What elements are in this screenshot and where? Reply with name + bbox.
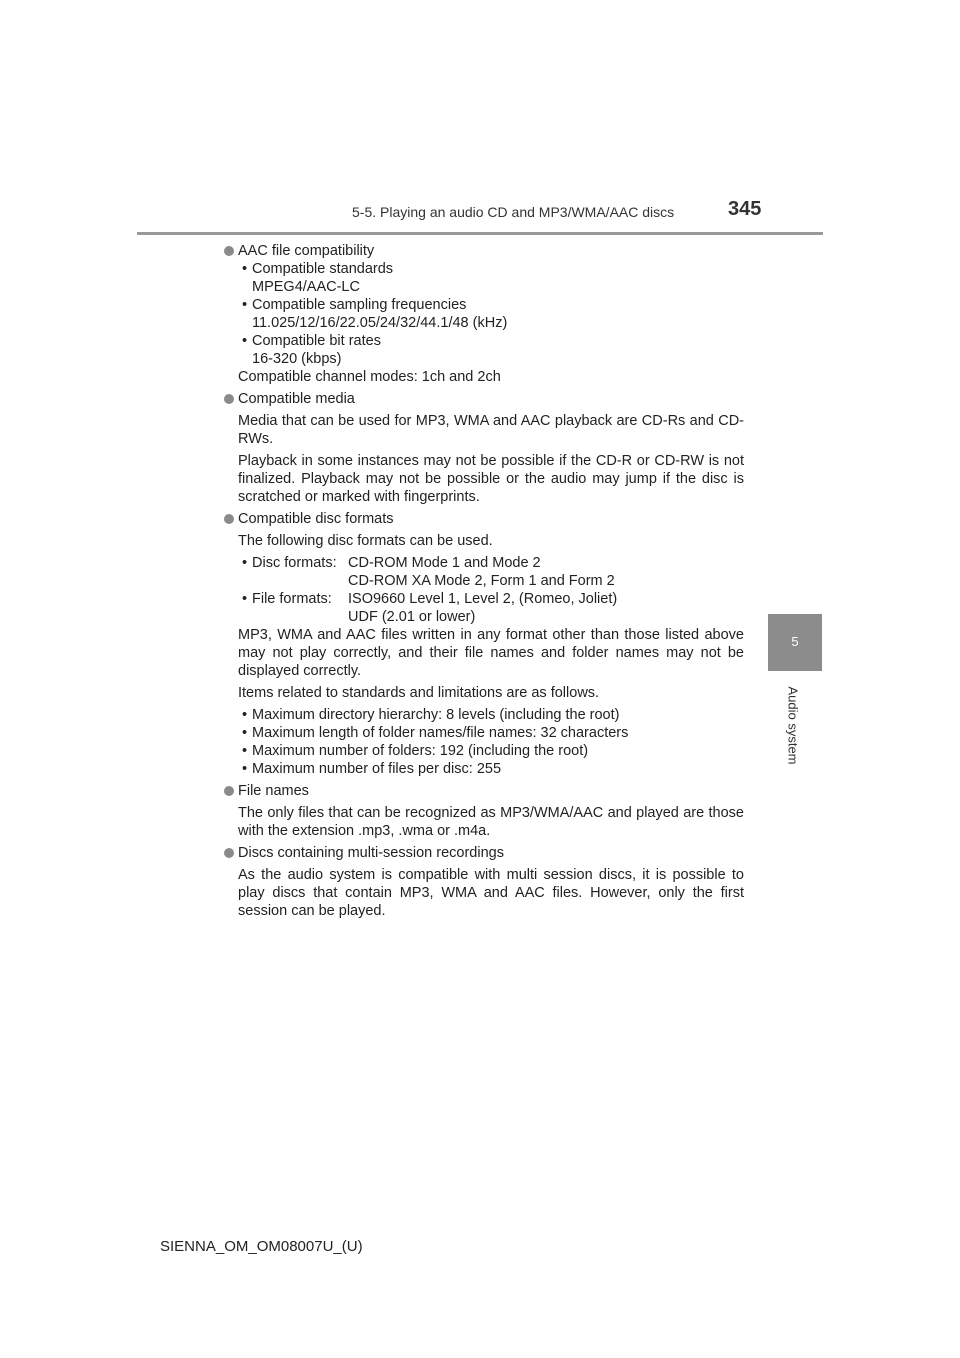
list-item: • Compatible sampling frequencies xyxy=(238,296,744,314)
paragraph: Playback in some instances may not be possible if the CD-R or CD-RW is not finalized. Playback may not be possible or the audio may jump if the disc is scratched or marked with fingerprints. xyxy=(238,453,744,505)
list-item-label: • File formats: xyxy=(252,591,332,607)
section-media xyxy=(222,390,744,506)
list-item: • Maximum number of folders: 192 (including the root) xyxy=(238,742,744,760)
bullet-icon xyxy=(224,514,234,524)
footer-doc-code: SIENNA_OM_OM08007U_(U) xyxy=(160,1238,363,1255)
paragraph: The following disc formats can be used. xyxy=(238,533,493,549)
paragraph: Items related to standards and limitations are as follows. xyxy=(238,685,600,701)
list-item: • Maximum directory hierarchy: 8 levels (including the root) xyxy=(238,706,744,724)
list-item: • Maximum number of files per disc: 255 xyxy=(238,760,744,778)
list-item-value: CD-ROM Mode 1 and Mode 2 xyxy=(348,555,541,571)
section-formats xyxy=(222,510,744,778)
list-item xyxy=(238,590,744,626)
chapter-tab xyxy=(768,614,822,671)
page-number: 345 xyxy=(728,198,762,220)
section-heading: Compatible media xyxy=(238,391,355,407)
list-item: • Compatible standards xyxy=(238,260,744,278)
section-heading: File names xyxy=(238,783,309,799)
list-item-value: ISO9660 Level 1, Level 2, (Romeo, Joliet) xyxy=(348,591,618,607)
page-content xyxy=(222,242,744,924)
paragraph: The only files that can be recognized as MP3/WMA/AAC and played are those with the extension .mp3, .wma or .m4a. xyxy=(238,805,744,839)
chapter-number: 5 xyxy=(791,634,799,649)
list-item-value: 16-320 (kbps) xyxy=(252,351,342,367)
paragraph: Media that can be used for MP3, WMA and AAC playback are CD-Rs and CD-RWs. xyxy=(238,413,744,447)
section-heading: Compatible disc formats xyxy=(238,511,394,527)
bullet-icon xyxy=(224,848,234,858)
section-heading: Discs containing multi-session recordings xyxy=(238,845,504,861)
bullet-icon xyxy=(224,394,234,404)
paragraph: As the audio system is compatible with multi session discs, it is possible to play discs that contain MP3, WMA and AAC files. However, only the first session can be played. xyxy=(238,867,744,919)
list-item-value: CD-ROM XA Mode 2, Form 1 and Form 2 xyxy=(348,573,615,589)
list-item: • Maximum length of folder names/file names: 32 characters xyxy=(238,724,744,742)
section-file-names xyxy=(222,782,744,840)
section-heading: AAC file compatibility xyxy=(238,243,375,259)
paragraph: MP3, WMA and AAC files written in any format other than those listed above may not play correctly, and their file names and folder names may not be displayed correctly. xyxy=(238,627,744,679)
section-aac xyxy=(222,242,744,386)
list-item-label: • Disc formats: xyxy=(252,555,337,571)
header-divider xyxy=(137,232,823,235)
list-item xyxy=(238,554,744,590)
section-multi-session xyxy=(222,844,744,920)
list-item: • Compatible bit rates xyxy=(238,332,744,350)
chapter-label: Audio system xyxy=(785,686,801,765)
section-title: 5-5. Playing an audio CD and MP3/WMA/AAC discs xyxy=(352,204,675,220)
list-item-value: 11.025/12/16/22.05/24/32/44.1/48 (kHz) xyxy=(252,315,508,331)
channel-note: Compatible channel modes: 1ch and 2ch xyxy=(238,369,501,385)
list-item-value: MPEG4/AAC-LC xyxy=(252,279,360,295)
bullet-icon xyxy=(224,786,234,796)
list-item-value: UDF (2.01 or lower) xyxy=(348,609,476,625)
bullet-icon xyxy=(224,246,234,256)
